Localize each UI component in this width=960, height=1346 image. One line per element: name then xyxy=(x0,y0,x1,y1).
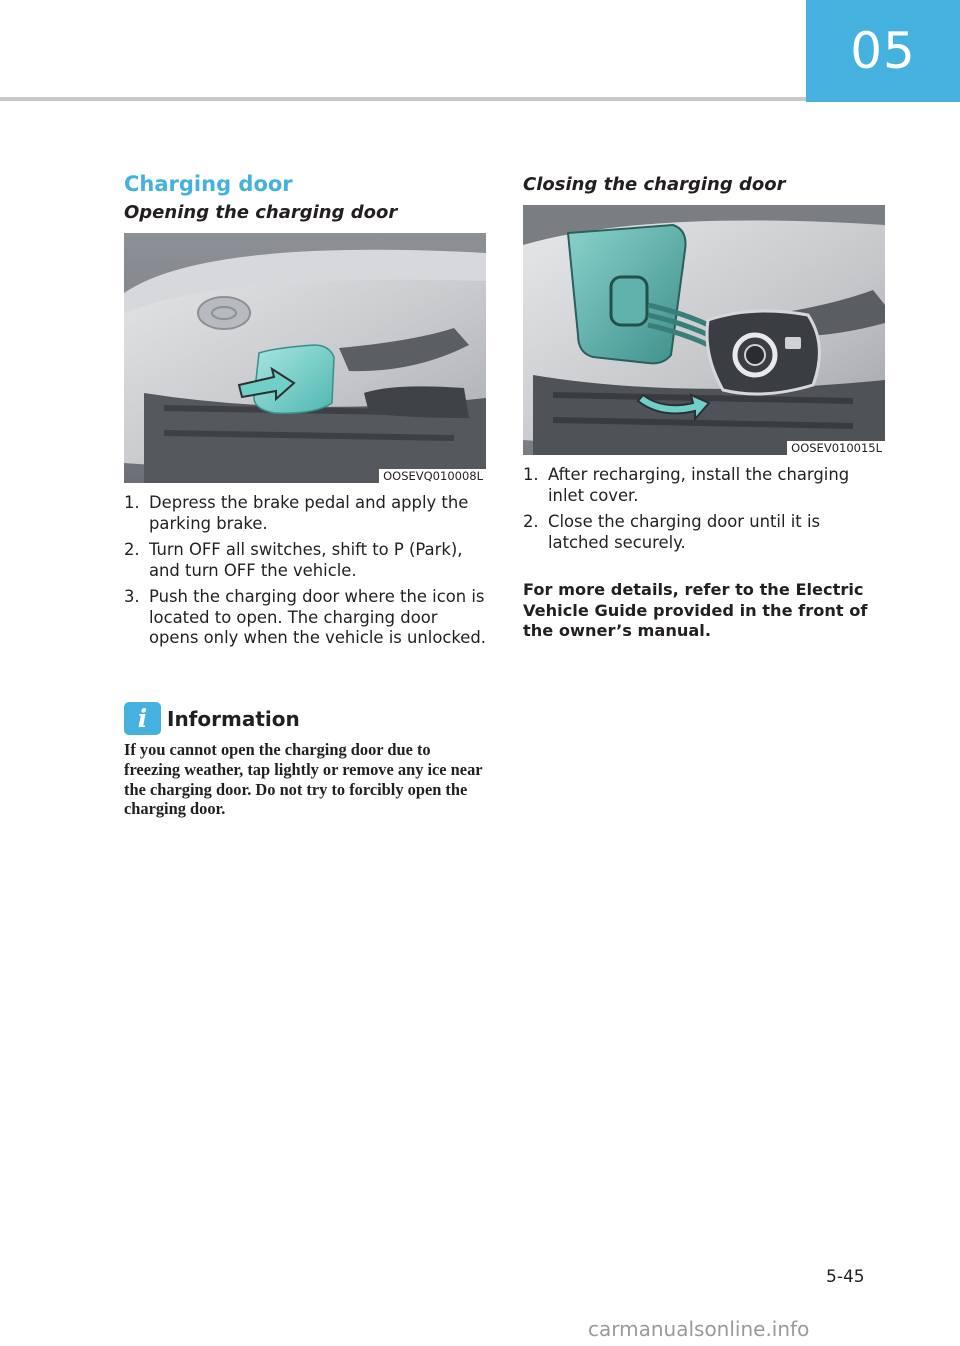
page-number: 5-45 xyxy=(826,1267,865,1287)
car-front-close-illustration xyxy=(523,205,885,455)
opening-subhead: Opening the charging door xyxy=(124,202,398,223)
opening-steps xyxy=(124,493,490,655)
list-item: 1. After recharging, install the charging inlet cover. xyxy=(523,465,850,505)
list-item: 2. Turn OFF all switches, shift to P (Park), and turn OFF the vehicle. xyxy=(124,540,463,580)
information-body: If you cannot open the charging door due to freezing weather, tap lightly or remove any ice near the charging door. Do not try to forcibly open the charging door. xyxy=(124,740,483,819)
information-icon: i xyxy=(124,702,161,735)
closing-subhead: Closing the charging door xyxy=(523,174,786,195)
closing-door-illustration xyxy=(523,205,885,455)
car-front-open-illustration xyxy=(124,233,486,483)
list-item: 1. Depress the brake pedal and apply the parking brake. xyxy=(124,493,469,533)
opening-door-illustration xyxy=(124,233,486,483)
closing-steps xyxy=(523,465,873,559)
watermark: carmanualsonline.info xyxy=(588,1317,810,1341)
figure-code: OOSEV010015L xyxy=(787,441,885,455)
list-item: 2. Close the charging door until it is latched securely. xyxy=(523,512,821,552)
list-item: 3. Push the charging door where the icon is located to open. The charging door opens only when the vehicle is unlocked. xyxy=(124,587,486,647)
header-rule xyxy=(0,97,806,101)
information-heading xyxy=(124,702,300,735)
information-title: Information xyxy=(167,706,300,731)
figure-code: OOSEVQ010008L xyxy=(379,469,486,483)
chapter-tab: 05 xyxy=(806,0,960,102)
section-title: Charging door xyxy=(124,172,293,196)
electric-vehicle-guide-note: For more details, refer to the Electric Vehicle Guide provided in the front of the owner’s manual. xyxy=(523,580,868,640)
